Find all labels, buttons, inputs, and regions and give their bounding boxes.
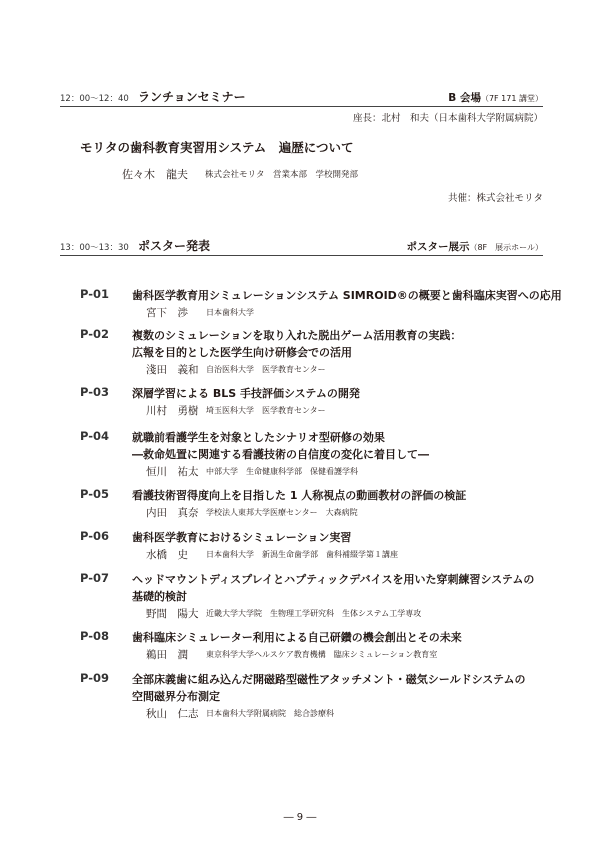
poster-affiliation: 中部大学 生命健康科学部 保健看護学科	[206, 467, 358, 476]
poster-id: P-06	[80, 529, 110, 543]
poster-id: P-05	[80, 487, 110, 501]
poster-author: 淺田 義和	[146, 364, 199, 376]
poster-title-text: 全部床義歯に組み込んだ開磁路型磁性アタッチメント・磁気シールドシステムの 空間磁界分布測定	[132, 673, 526, 703]
lecturer-name: 佐々木 龍夫	[122, 168, 188, 181]
poster-title-text: 歯科臨床シミュレーター利用による自己研鑽の機会創出とその未来	[132, 631, 462, 644]
poster-author: 川村 勇樹	[146, 405, 199, 417]
lunch-title: ランチョンセミナー	[138, 90, 246, 104]
poster-affiliation: 東京科学大学ヘルスケア教育機構 臨床シミュレーション教育室	[206, 650, 438, 659]
poster-id: P-04	[80, 429, 110, 443]
lunch-venue: B 会場（7F 171 講堂）	[448, 92, 543, 104]
poster-title-text: 看護技術習得度向上を目指した 1 人称視点の動画教材の評価の検証	[132, 489, 467, 502]
poster-venue: ポスター展示（8F 展示ホール）	[406, 241, 543, 253]
page-number: ― 9 ―	[283, 812, 317, 823]
poster-id: P-08	[80, 629, 110, 643]
poster-title-text: 複数のシミュレーションを取り入れた脱出ゲーム活用教育の実践： 広報を目的とした医学生向け研修会での活用	[132, 329, 462, 359]
poster-id: P-02	[80, 327, 110, 341]
lecturer-affiliation: 株式会社モリタ 営業本部 学校開発部	[205, 170, 359, 180]
poster-author: 内田 真奈	[146, 507, 199, 519]
poster-affiliation: 日本歯科大学 新潟生命歯学部 歯科補綴学第１講座	[206, 550, 398, 559]
poster-author: 鵜田 潤	[146, 649, 188, 661]
poster-title: ポスター発表	[138, 239, 211, 253]
poster-title-text: 深層学習による BLS 手技評価システムの開発	[132, 387, 360, 400]
poster-id: P-03	[80, 385, 110, 399]
poster-affiliation: 学校法人東邦大学医療センター 大森病院	[206, 508, 358, 517]
poster-id: P-01	[80, 287, 110, 301]
poster-affiliation: 埼玉医科大学 医学教育センター	[206, 406, 326, 415]
poster-affiliation: 自治医科大学 医学教育センター	[206, 365, 326, 374]
chair-line: 座長：北村 和夫（日本歯科大学附属病院）	[352, 113, 543, 124]
poster-affiliation: 日本歯科大学	[206, 308, 254, 317]
poster-author: 恒川 祐太	[146, 466, 199, 478]
lunch-header-rule	[60, 106, 543, 107]
poster-title-text: 就職前看護学生を対象としたシナリオ型研修の効果 ―救命処置に関連する看護技術の自信度の変化に着目して―	[132, 431, 429, 461]
poster-title-text: 歯科医学教育用シミュレーションシステム SIMROID®の概要と歯科臨床実習への応用	[132, 289, 562, 302]
poster-id: P-09	[80, 671, 110, 685]
poster-author: 秋山 仁志	[146, 708, 199, 720]
lunch-time: 12：00～12：40	[60, 94, 129, 104]
lunch-section-header	[60, 87, 543, 107]
poster-header-rule	[60, 255, 543, 256]
poster-section-header	[60, 236, 543, 256]
poster-author: 野間 陽大	[146, 608, 199, 620]
poster-affiliation: 近畿大学大学院 生物理工学研究科 生体システム工学専攻	[206, 609, 422, 618]
poster-time: 13：00～13：30	[60, 243, 129, 253]
poster-title-text: 歯科医学教育におけるシミュレーション実習	[132, 531, 352, 544]
poster-id: P-07	[80, 571, 110, 585]
poster-author: 水橋 史	[146, 549, 188, 561]
poster-affiliation: 日本歯科大学附属病院 総合診療科	[206, 709, 334, 718]
poster-title-text: ヘッドマウントディスプレイとハプティックデバイスを用いた穿刺練習システムの 基礎的検討	[132, 573, 535, 603]
poster-author: 宮下 渉	[146, 307, 188, 319]
lecture-title: モリタの歯科教育実習用システム 遍歴について	[80, 140, 354, 155]
sponsor-line: 共催：株式会社モリタ	[447, 193, 543, 204]
